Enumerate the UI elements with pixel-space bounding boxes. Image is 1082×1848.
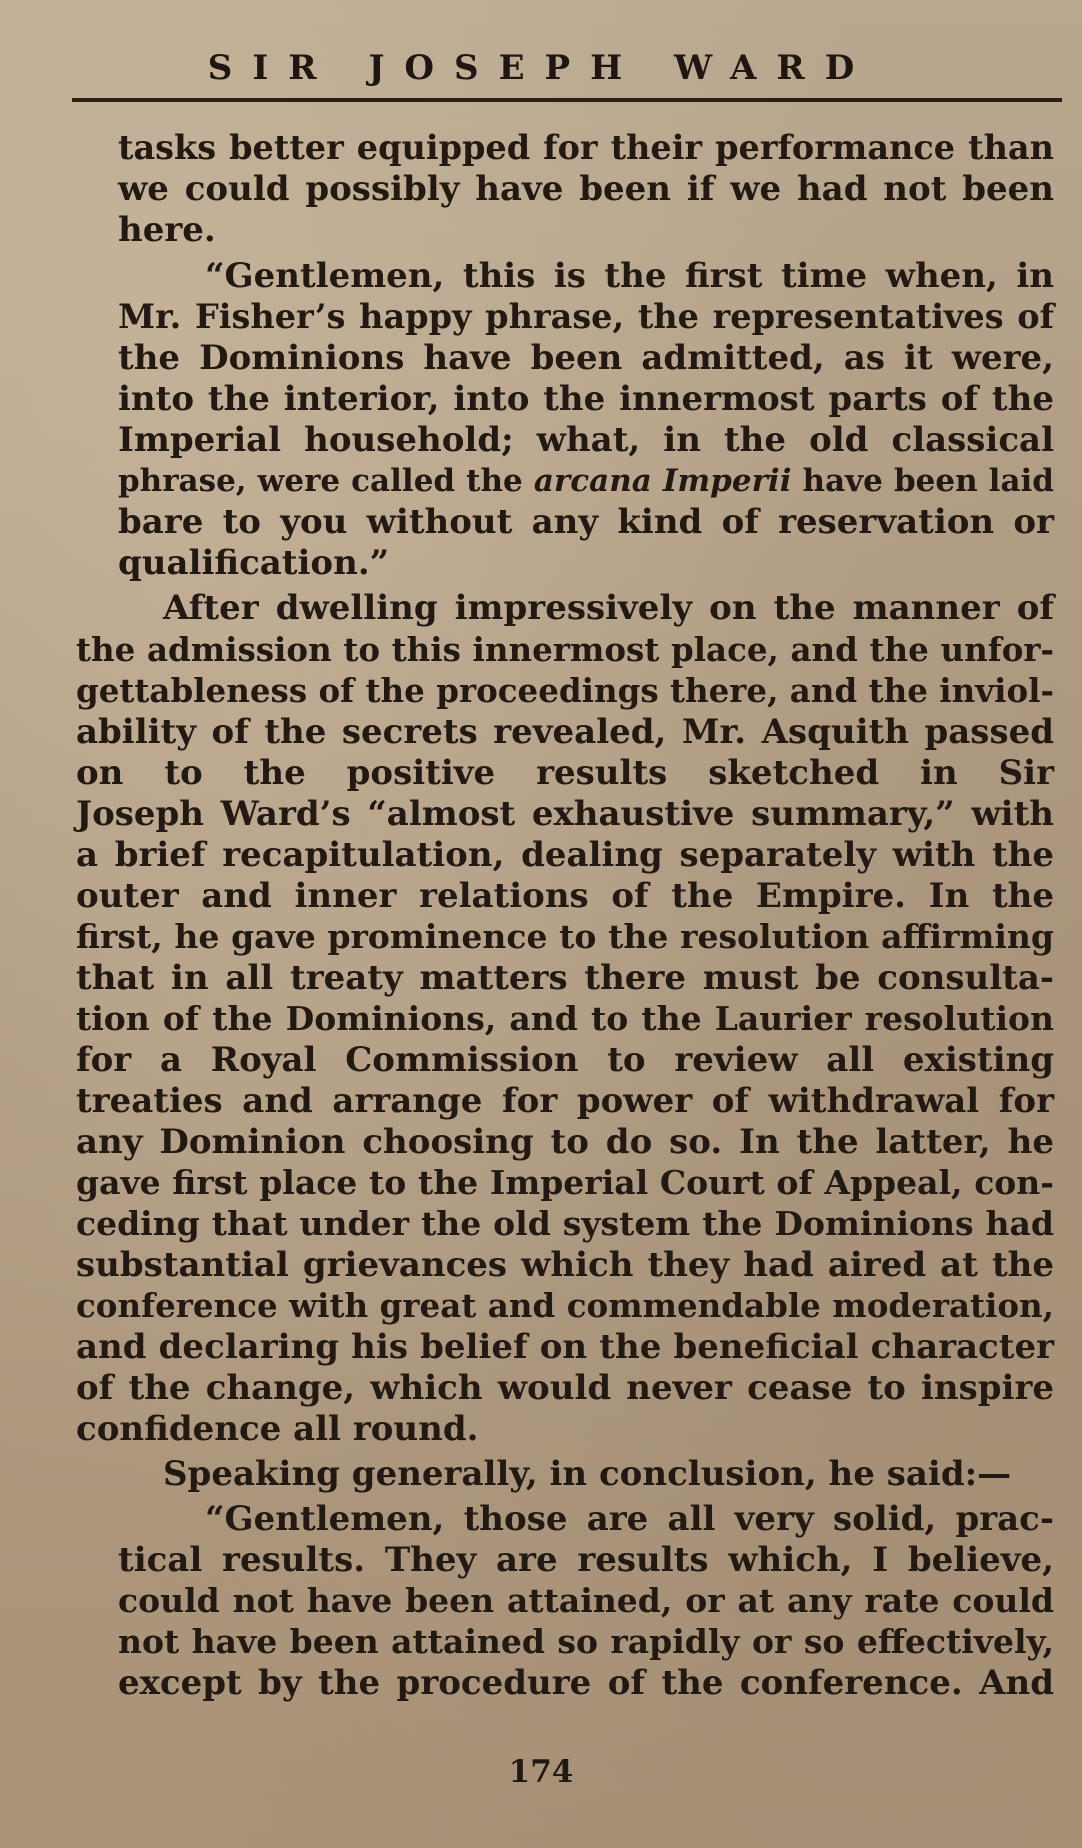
text-line: Speaking generally, in conclusion, he said:— (163, 1454, 1012, 1494)
page-number: 174 (508, 1754, 574, 1790)
text-line: tion of the Dominions, and to the Laurier resolution (76, 999, 1054, 1038)
text-line: ceding that under the old system the Dominions had (76, 1204, 1054, 1243)
text-run: phrase, were called the (118, 463, 523, 499)
text-line: except by the procedure of the conference. And (118, 1663, 1054, 1703)
text-line: treaties and arrange for power of withdrawal for (76, 1081, 1054, 1121)
text-line: Imperial household; what, in the old classical (118, 420, 1054, 460)
italic-phrase: arcana Imperii (533, 463, 792, 499)
text-line: Mr. Fisher’s happy phrase, the representatives of (118, 297, 1054, 336)
text-line: ability of the secrets revealed, Mr. Asquith passed (76, 712, 1054, 752)
text-line: into the interior, into the innermost parts of the (118, 379, 1054, 419)
text-line: the Dominions have been admitted, as it were, (118, 338, 1054, 378)
text-line: here. (118, 210, 216, 250)
text-line: that in all treaty matters there must be consulta- (76, 958, 1054, 998)
text-line: gettableness of the proceedings there, and the inviol- (76, 671, 1054, 710)
text-line: “Gentlemen, this is the first time when, in (205, 256, 1054, 296)
text-line: Joseph Ward’s “almost exhaustive summary,” with (76, 794, 1054, 834)
text-run: have been laid (791, 463, 1054, 499)
text-line: for a Royal Commission to review all existing (76, 1040, 1054, 1080)
text-line: qualification.” (118, 543, 390, 583)
text-line: bare to you without any kind of reservation or (118, 502, 1054, 542)
header-rule (72, 98, 1062, 102)
text-line-mixed (118, 459, 1054, 503)
text-line: could not have been attained, or at any rate could (118, 1581, 1054, 1620)
text-line: substantial grievances which they had aired at the (76, 1245, 1054, 1285)
text-line: conference with great and commendable moderation, (76, 1286, 1054, 1325)
text-line: and declaring his belief on the beneficial character (76, 1327, 1054, 1367)
text-line: not have been attained so rapidly or so effectively, (118, 1622, 1054, 1661)
text-line: a brief recapitulation, dealing separately with the (76, 835, 1054, 875)
text-line: gave first place to the Imperial Court of Appeal, con- (76, 1163, 1054, 1202)
text-line: first, he gave prominence to the resolution affirming (76, 917, 1054, 956)
running-head: SIR JOSEPH WARD (207, 48, 875, 88)
text-line: we could possibly have been if we had not been (118, 169, 1054, 209)
text-line: any Dominion choosing to do so. In the latter, he (76, 1122, 1054, 1162)
text-line: tasks better equipped for their performance than (118, 128, 1054, 167)
text-line: on to the positive results sketched in Sir (76, 753, 1054, 793)
text-line: outer and inner relations of the Empire. In the (76, 876, 1054, 916)
text-line: After dwelling impressively on the manner of (163, 588, 1054, 628)
text-line: “Gentlemen, those are all very solid, prac- (205, 1499, 1054, 1539)
text-line: tical results. They are results which, I believe, (118, 1540, 1054, 1580)
text-line: of the change, which would never cease to inspire (76, 1368, 1054, 1408)
text-line: confidence all round. (76, 1409, 479, 1449)
text-line: the admission to this innermost place, and the unfor- (76, 630, 1054, 669)
